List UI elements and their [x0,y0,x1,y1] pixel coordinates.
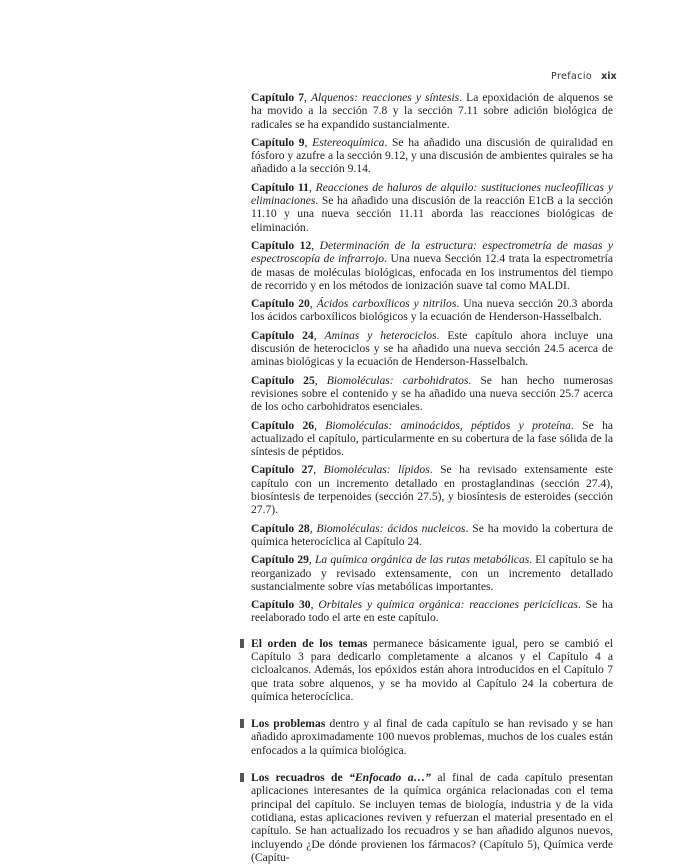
chapter-label: Capítulo 26 [251,418,315,432]
chapter-update-list [251,91,613,625]
chapter-title: Reacciones de haluros de alquilo: sustituciones nucleofílicas y eliminaciones [251,180,614,208]
chapter-description: . Se ha añadido una discusión de quiralidad en fósforo y azufre a la sección 9.12, y una discusión de ambientes quirales se ha añadido a la sección 9.14. [251,135,613,176]
page-body [251,91,613,864]
chapter-label: Capítulo 12 [251,238,312,252]
chapter-label: Capítulo 7 [251,91,305,104]
chapter-entry: Capítulo 12, Determinación de la estructura: espectrometría de masas y espectroscopía de infrarrojo. Una nueva Sección 12.4 trata la espectrometría de masas de moléculas biológicas, enfocada en los instrumentos del tiempo de recorrido y en los métodos de ionización suave tal como MALDI. [251,238,614,292]
chapter-title: Determinación de la estructura: espectrometría de masas y espectroscopía de infrarrojo [251,238,613,266]
bullet-lead: Los recuadros de [251,771,350,785]
chapter-entry: Capítulo 7, Alquenos: reacciones y síntesis. La epoxidación de alquenos se ha movido a la sección 7.8 y la sección 7.11 sobre adición biológica de radicales se ha expandido sustancialmente. [251,91,614,131]
chapter-title: Ácidos carboxílicos y nitrilos [316,297,457,311]
chapter-title: Biomoléculas: aminoácidos, péptidos y proteína [325,418,571,432]
bullet-paragraph [251,637,613,703]
chapter-description: . El capítulo se ha reorganizado y revisado extensamente, con un incremento detallado sustancialmente sobre vías metabólicas importantes. [251,553,613,593]
chapter-description: . Se ha actualizado el capítulo, particularmente en su cobertura de la fase sólida de la síntesis de péptidos. [251,418,614,459]
chapter-title: Biomoléculas: carbohidratos [326,373,469,387]
chapter-description: . Se han hecho numerosas revisiones sobre el contenido y se ha añadido una nueva sección 25.7 acerca de los ocho carbohidratos esenciales. [251,373,613,414]
chapter-label: Capítulo 27 [251,463,314,477]
chapter-label: Capítulo 24 [251,328,314,342]
bullet-paragraph [251,717,613,757]
chapter-label: Capítulo 11 [251,180,309,194]
chapter-description: . Se ha revisado extensamente este capítulo con un incremento detallado en prostaglandinas (sección 27.4), biosíntesis de terpenoides (sección 27.5), y biosíntesis de esteroides (sección 27.7). [251,463,614,517]
chapter-entry: Capítulo 28, Biomoléculas: ácidos nucleicos. Se ha movido la cobertura de química heterocíclica al Capítulo 24. [251,521,613,548]
chapter-description: . Una nueva sección 20.3 aborda los ácidos carboxílicos biológicos y la ecuación de Henderson-Hasselbalch. [251,297,613,324]
chapter-description: . Este capítulo ahora incluye una discusión de heterociclos y se ha añadido una nueva sección 24.5 acerca de aminas biológicas y la ecuación de Henderson-Hasselbalch. [251,328,613,369]
chapter-entry: Capítulo 26, Biomoléculas: aminoácidos, péptidos y proteína. Se ha actualizado el capítulo, particularmente en su cobertura de la fase sólida de la síntesis de péptidos. [251,418,614,459]
chapter-title: Biomoléculas: ácidos nucleicos [316,521,466,535]
chapter-title: Alquenos: reacciones y síntesis [310,91,460,104]
chapter-title: Aminas y heterociclos [324,328,437,342]
bullet-marker-icon [240,639,244,648]
chapter-description: . La epoxidación de alquenos se ha movido a la sección 7.8 y la sección 7.11 sobre adición biológica de radicales se ha expandido sustancialmente. [251,91,614,131]
running-header [551,71,617,82]
chapter-title: Biomoléculas: lípidos [323,463,430,477]
chapter-entry: Capítulo 30, Orbitales y química orgánica: reacciones pericíclicas. Se ha reelaborado todo el arte en este capítulo. [251,598,614,625]
chapter-title: La química orgánica de las rutas metabólicas [314,553,530,567]
chapter-entry: Capítulo 29, La química orgánica de las rutas metabólicas. El capítulo se ha reorganizado y revisado extensamente, con un incremento detallado sustancialmente sobre vías metabólicas importantes. [251,553,613,593]
chapter-entry: Capítulo 27, Biomoléculas: lípidos. Se ha revisado extensamente este capítulo con un incremento detallado en prostaglandinas (sección 27.4), biosíntesis de terpenoides (sección 27.5), y biosíntesis de esteroides (sección 27.7). [251,463,614,517]
chapter-entry: Capítulo 20, Ácidos carboxílicos y nitrilos. Una nueva sección 20.3 aborda los ácidos carboxílicos biológicos y la ecuación de Henderson-Hasselbalch. [251,297,613,324]
chapter-description: . Una nueva Sección 12.4 trata la espectrometría de masas de moléculas biológicas, enfocada en los instrumentos del tiempo de recorrido y en los métodos de ionización suave tal como MALDI. [251,252,614,292]
bullet-paragraph [251,771,613,864]
chapter-entry: Capítulo 11, Reacciones de haluros de alquilo: sustituciones nucleofílicas y eliminaciones. Se ha añadido una discusión de la reacción E1cB a la sección 11.10 y una nueva sección 11.11 aborda las reacciones biológicas de eliminación. [251,180,614,234]
bullet-lead-italic: “Enfocado a…” [349,771,431,785]
bullet-text: dentro y al final de cada capítulo se han revisado y se han añadido aproximadamente 100 nuevos problemas, muchos de los cuales están enfocados a la química biológica. [251,717,613,757]
bullet-lead: Los problemas [251,717,326,731]
chapter-label: Capítulo 9 [251,135,305,149]
chapter-title: Orbitales y química orgánica: reacciones pericíclicas [318,598,578,612]
page-number: xix [601,71,617,82]
header-title: Prefacio [551,71,593,82]
chapter-label: Capítulo 29 [251,553,309,567]
chapter-entry: Capítulo 24, Aminas y heterociclos. Este capítulo ahora incluye una discusión de heterociclos y se ha añadido una nueva sección 24.5 acerca de aminas biológicas y la ecuación de Henderson-Hasselbalch. [251,328,613,369]
chapter-entry: Capítulo 25, Biomoléculas: carbohidratos. Se han hecho numerosas revisiones sobre el contenido y se ha añadido una nueva sección 25.7 acerca de los ocho carbohidratos esenciales. [251,373,613,414]
bullet-marker-icon [240,719,244,728]
chapter-description: . Se ha reelaborado todo el arte en este capítulo. [251,598,614,625]
bullet-text: al final de cada capítulo presentan aplicaciones interesantes de la química orgánica relacionadas con el tema principal del capítulo. Se incluyen temas de biología, industria y de la vida cotidiana, estas aplicaciones reviven y refuerzan el material presentado en el capítulo. Se han actualizado los recuadros y se han añadido algunos nuevos, incluyendo ¿De dónde provienen los fármacos? (Capítulo 5), Química verde (Capítu- [251,771,614,864]
chapter-label: Capítulo 30 [251,598,311,612]
bullet-lead: El orden de los temas [251,636,368,650]
bullet-marker-icon [240,773,244,782]
chapter-label: Capítulo 28 [251,521,310,535]
bullet-text: permanece básicamente igual, pero se cambió el Capítulo 3 para dedicarlo completamente a alcanos y el Capítulo 4 a cicloalcanos. Además, los epóxidos están ahora introducidos en el Capítulo 7 que trata sobre alquenos, y se ha movido al Capítulo 24 la cobertura de química heterocíclica. [251,636,613,703]
chapter-description: . Se ha añadido una discusión de la reacción E1cB a la sección 11.10 y una nueva sección 11.11 aborda las reacciones biológicas de eliminación. [251,194,613,234]
chapter-description: . Se ha movido la cobertura de química heterocíclica al Capítulo 24. [251,521,613,548]
chapter-label: Capítulo 25 [251,373,315,387]
chapter-label: Capítulo 20 [251,297,310,311]
chapter-entry: Capítulo 9, Estereoquímica. Se ha añadido una discusión de quiralidad en fósforo y azufre a la sección 9.12, y una discusión de ambientes quirales se ha añadido a la sección 9.14. [251,135,613,176]
chapter-title: Estereoquímica [312,135,385,149]
